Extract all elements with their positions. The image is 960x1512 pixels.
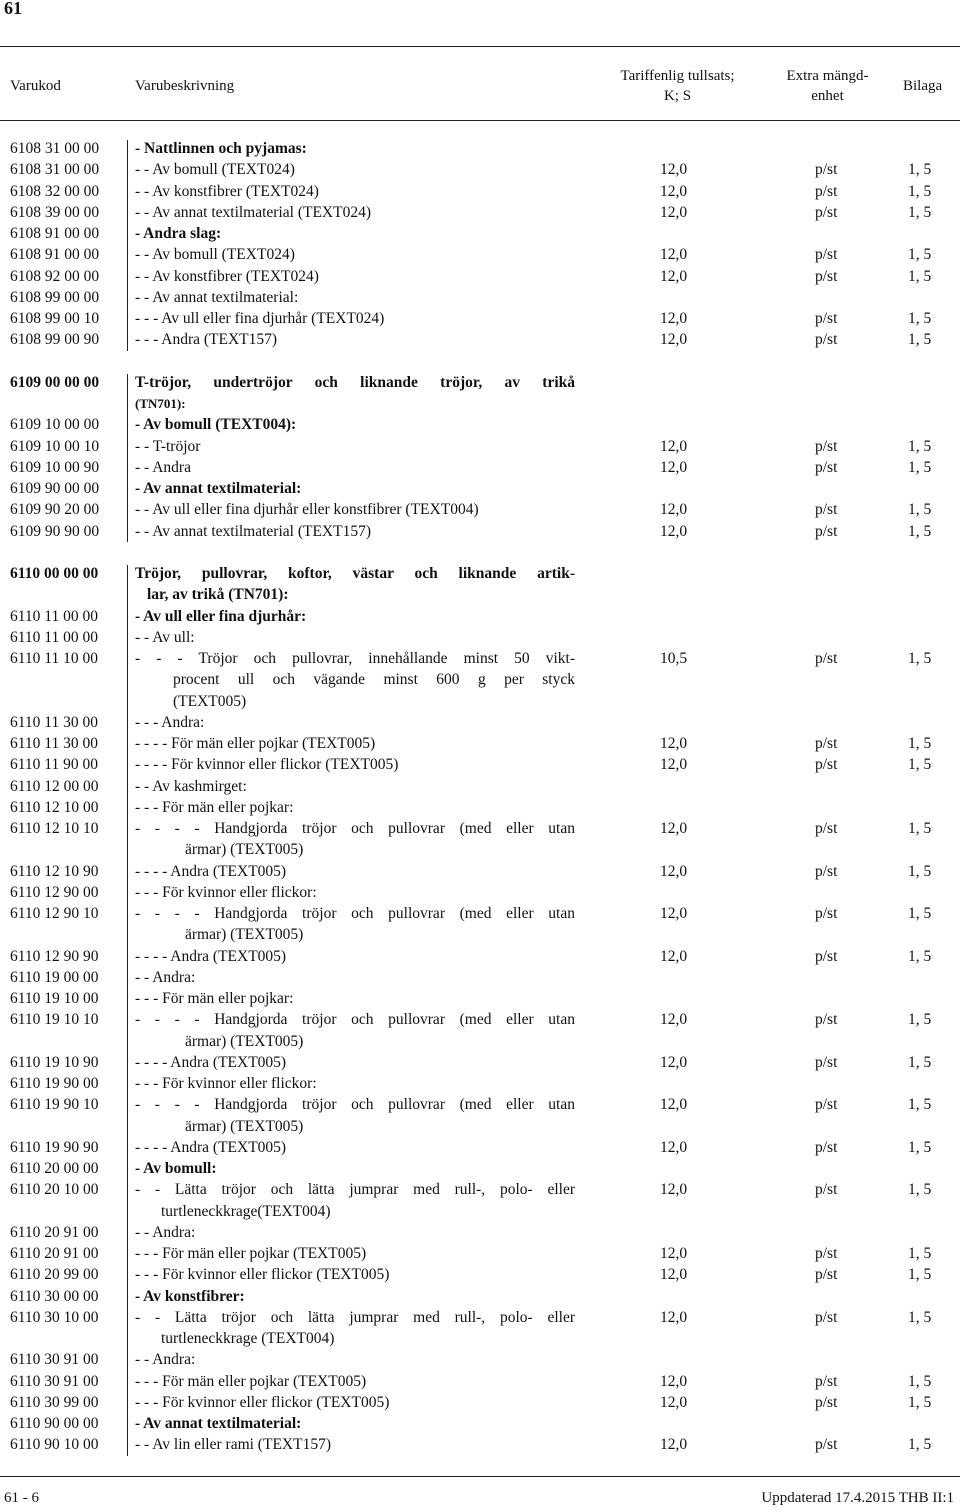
table-row <box>0 648 960 669</box>
row-unit: p/st <box>815 1245 838 1262</box>
row-tariff-rate: 12,0 <box>660 1011 688 1029</box>
table-row <box>0 1264 960 1285</box>
row-code: 6110 19 00 00 <box>10 968 99 986</box>
row-unit: p/st <box>815 501 838 519</box>
row-code: 6110 11 90 00 <box>10 756 98 774</box>
row-tariff-rate: 12,0 <box>660 182 688 200</box>
row-code: 6110 19 10 00 <box>10 990 99 1007</box>
page-number: 61 <box>4 0 22 18</box>
table-row <box>0 988 960 1009</box>
row-bilaga: 1, 5 <box>908 1011 932 1029</box>
row-description: - Av bomull (TEXT004): <box>135 416 297 434</box>
row-tariff-rate: 12,0 <box>660 1096 688 1114</box>
table-row <box>0 1349 960 1370</box>
row-tariff-rate: 12,0 <box>660 1436 688 1454</box>
table-row <box>0 606 960 627</box>
row-bilaga: 1, 5 <box>908 820 932 837</box>
row-unit: p/st <box>815 820 838 837</box>
column-divider <box>127 374 128 542</box>
column-divider <box>127 565 128 1456</box>
row-description: - Av annat textilmaterial: <box>135 1415 302 1432</box>
row-tariff-rate: 12,0 <box>660 1245 688 1262</box>
table-row <box>0 244 960 265</box>
row-code: 6110 90 10 00 <box>10 1436 99 1454</box>
column-divider <box>127 140 128 351</box>
row-unit: p/st <box>815 1372 838 1390</box>
row-unit: p/st <box>815 1393 838 1411</box>
table-row <box>0 1434 960 1455</box>
row-code: 6110 19 90 10 <box>10 1096 99 1114</box>
table-row <box>0 563 960 584</box>
row-description: - - Av ull eller fina djurhår eller konstfibrer (TEXT004) <box>135 501 479 519</box>
row-unit: p/st <box>815 310 838 327</box>
row-bilaga: 1, 5 <box>908 1393 932 1411</box>
row-unit: p/st <box>815 161 838 179</box>
row-bilaga: 1, 5 <box>908 1308 932 1326</box>
row-unit: p/st <box>815 735 838 752</box>
row-description: ärmar) (TEXT005) <box>185 1032 304 1050</box>
table-row <box>0 202 960 223</box>
table-row <box>0 1137 960 1158</box>
table-row <box>0 712 960 733</box>
table-row <box>0 457 960 478</box>
row-description: - - - - Handgjorda tröjor och pullovrar (med eller utan <box>135 1011 575 1029</box>
row-tariff-rate: 12,0 <box>660 1372 688 1390</box>
row-description: - - - För kvinnor eller flickor: <box>135 1075 317 1092</box>
table-row <box>0 329 960 350</box>
row-unit: p/st <box>815 522 838 540</box>
row-code: 6110 30 91 00 <box>10 1351 99 1369</box>
row-tariff-rate: 12,0 <box>660 437 688 455</box>
row-description: - - Andra: <box>135 1351 196 1369</box>
header-tullsats <box>610 66 745 106</box>
row-bilaga: 1, 5 <box>908 1053 932 1071</box>
row-code: 6108 99 00 10 <box>10 310 100 327</box>
row-unit: p/st <box>815 1011 838 1029</box>
row-description: (TN701): <box>135 396 186 411</box>
header-extra-line2: enhet <box>811 88 844 104</box>
table-row <box>0 754 960 775</box>
row-code: 6109 00 00 00 <box>10 373 100 391</box>
row-unit: p/st <box>815 1053 838 1071</box>
table-row <box>0 542 960 563</box>
row-description: - - - För män eller pojkar: <box>135 990 294 1007</box>
row-description: - - Av kashmirget: <box>135 777 247 795</box>
row-description: - - Andra: <box>135 1223 196 1241</box>
row-code: 6110 20 99 00 <box>10 1266 99 1284</box>
row-code: 6110 12 90 10 <box>10 905 99 922</box>
row-unit: p/st <box>815 650 838 667</box>
row-unit: p/st <box>815 1181 838 1199</box>
row-code: 6110 12 10 10 <box>10 820 99 837</box>
row-bilaga: 1, 5 <box>908 947 932 965</box>
table-row <box>0 1179 960 1200</box>
row-unit: p/st <box>815 331 838 349</box>
row-description: - - Av konstfibrer (TEXT024) <box>135 182 319 200</box>
row-code: 6109 90 20 00 <box>10 501 100 519</box>
row-unit: p/st <box>815 203 838 221</box>
row-code: 6108 99 00 00 <box>10 288 100 306</box>
row-tariff-rate: 12,0 <box>660 947 688 965</box>
row-code: 6110 12 10 90 <box>10 862 99 880</box>
row-bilaga: 1, 5 <box>908 310 932 327</box>
table-row <box>0 1392 960 1413</box>
header-varubeskrivning: Varubeskrivning <box>135 78 235 94</box>
row-description: - - Av annat textilmaterial: <box>135 288 299 306</box>
row-description: - - - - Handgjorda tröjor och pullovrar (med eller utan <box>135 820 575 837</box>
row-description: - Av bomull: <box>135 1160 217 1177</box>
row-tariff-rate: 12,0 <box>660 1138 688 1156</box>
table-row <box>0 1222 960 1243</box>
row-description: procent ull och vägande minst 600 g per styck <box>173 671 575 689</box>
row-unit: p/st <box>815 1266 838 1284</box>
row-bilaga: 1, 5 <box>908 161 932 179</box>
row-tariff-rate: 12,0 <box>660 1053 688 1071</box>
row-tariff-rate: 12,0 <box>660 756 688 774</box>
row-description: - Av annat textilmaterial: <box>135 480 302 497</box>
table-row <box>0 414 960 435</box>
row-tariff-rate: 12,0 <box>660 267 688 285</box>
row-description: - - Av bomull (TEXT024) <box>135 246 295 264</box>
row-description: turtleneckkrage(TEXT004) <box>161 1202 331 1220</box>
row-code: 6110 11 00 00 <box>10 628 98 646</box>
table-row <box>0 627 960 648</box>
row-code: 6109 10 00 90 <box>10 458 100 476</box>
row-description: - - Av annat textilmaterial (TEXT157) <box>135 522 372 540</box>
table-row <box>0 1116 960 1137</box>
row-code: 6110 19 90 00 <box>10 1075 99 1092</box>
row-description: - - Av bomull (TEXT024) <box>135 161 295 179</box>
table-row <box>0 372 960 393</box>
row-unit: p/st <box>815 182 838 200</box>
table-row <box>0 946 960 967</box>
row-bilaga: 1, 5 <box>908 756 932 774</box>
row-code: 6108 31 00 00 <box>10 140 100 157</box>
row-code: 6108 91 00 00 <box>10 225 100 242</box>
row-unit: p/st <box>815 1308 838 1326</box>
table-row <box>0 223 960 244</box>
row-code: 6108 39 00 00 <box>10 203 100 221</box>
row-bilaga: 1, 5 <box>908 522 932 540</box>
row-description: Tröjor, pullovrar, koftor, västar och liknande artik- <box>135 565 575 582</box>
header-tullsats-line1: Tariffenlig tullsats; <box>620 68 735 84</box>
row-code: 6110 30 10 00 <box>10 1308 99 1326</box>
row-tariff-rate: 12,0 <box>660 161 688 179</box>
row-code: 6109 90 90 00 <box>10 522 100 540</box>
table-row <box>0 903 960 924</box>
row-description: - - - För män eller pojkar: <box>135 798 294 816</box>
header-extra-line1: Extra mängd- <box>786 68 869 84</box>
row-tariff-rate: 12,0 <box>660 1308 688 1326</box>
row-tariff-rate: 12,0 <box>660 1181 688 1199</box>
row-code: 6110 12 00 00 <box>10 777 99 795</box>
row-description: - - Av ull: <box>135 628 195 646</box>
table-row <box>0 967 960 988</box>
row-tariff-rate: 12,0 <box>660 905 688 922</box>
row-code: 6110 00 00 00 <box>10 565 99 582</box>
table-row <box>0 839 960 860</box>
row-description: ärmar) (TEXT005) <box>185 926 304 944</box>
table-row <box>0 1286 960 1307</box>
table-row <box>0 138 960 159</box>
row-code: 6109 90 00 00 <box>10 480 100 497</box>
row-description: - Av konstfibrer: <box>135 1287 245 1305</box>
header-tullsats-line2: K; S <box>663 88 692 104</box>
row-code: 6110 11 00 00 <box>10 607 98 625</box>
table-row <box>0 1031 960 1052</box>
row-code: 6110 11 10 00 <box>10 650 98 667</box>
row-description: ärmar) (TEXT005) <box>185 1117 304 1135</box>
row-tariff-rate: 12,0 <box>660 203 688 221</box>
row-bilaga: 1, 5 <box>908 203 932 221</box>
table-row <box>0 393 960 414</box>
row-bilaga: 1, 5 <box>908 862 932 880</box>
table-row <box>0 1073 960 1094</box>
row-bilaga: 1, 5 <box>908 905 932 922</box>
row-tariff-rate: 12,0 <box>660 501 688 519</box>
table-row <box>0 1201 960 1222</box>
row-code: 6110 30 99 00 <box>10 1393 99 1411</box>
row-description: - - - För män eller pojkar (TEXT005) <box>135 1372 367 1390</box>
table-row <box>0 181 960 202</box>
row-unit: p/st <box>815 947 838 965</box>
row-bilaga: 1, 5 <box>908 735 932 752</box>
row-code: 6110 90 00 00 <box>10 1415 99 1432</box>
row-unit: p/st <box>815 756 838 774</box>
row-unit: p/st <box>815 267 838 285</box>
table-row <box>0 1328 960 1349</box>
top-rule <box>0 46 960 47</box>
row-bilaga: 1, 5 <box>908 501 932 519</box>
row-bilaga: 1, 5 <box>908 1372 932 1390</box>
row-code: 6110 20 10 00 <box>10 1181 99 1199</box>
table-row <box>0 924 960 945</box>
table-row <box>0 287 960 308</box>
row-bilaga: 1, 5 <box>908 650 932 667</box>
row-bilaga: 1, 5 <box>908 1245 932 1262</box>
row-unit: p/st <box>815 1138 838 1156</box>
row-code: 6110 11 30 00 <box>10 713 98 731</box>
row-code: 6110 20 91 00 <box>10 1245 99 1262</box>
row-description: ärmar) (TEXT005) <box>185 841 304 859</box>
table-row <box>0 521 960 542</box>
row-unit: p/st <box>815 1096 838 1114</box>
row-code: 6110 19 90 90 <box>10 1138 99 1156</box>
row-description: - - - För män eller pojkar (TEXT005) <box>135 1245 367 1262</box>
row-description: - - - - Handgjorda tröjor och pullovrar (med eller utan <box>135 905 575 922</box>
table-row <box>0 1094 960 1115</box>
header-extra <box>775 66 880 106</box>
row-unit: p/st <box>815 458 838 476</box>
table-row <box>0 1371 960 1392</box>
row-tariff-rate: 12,0 <box>660 331 688 349</box>
table-row <box>0 1413 960 1434</box>
row-description: - - T-tröjor <box>135 437 201 455</box>
table-row <box>0 159 960 180</box>
table-row <box>0 1009 960 1030</box>
row-unit: p/st <box>815 862 838 880</box>
row-code: 6110 11 30 00 <box>10 735 98 752</box>
row-description: - - - För kvinnor eller flickor (TEXT005) <box>135 1266 390 1284</box>
table-row <box>0 584 960 605</box>
row-code: 6110 19 10 10 <box>10 1011 99 1029</box>
row-bilaga: 1, 5 <box>908 1266 932 1284</box>
row-code: 6110 30 00 00 <box>10 1287 99 1305</box>
row-tariff-rate: 12,0 <box>660 310 688 327</box>
row-unit: p/st <box>815 1436 838 1454</box>
row-description: (TEXT005) <box>173 692 247 710</box>
row-code: 6110 30 91 00 <box>10 1372 99 1390</box>
row-description: - - Av konstfibrer (TEXT024) <box>135 267 319 285</box>
row-code: 6110 19 10 90 <box>10 1053 99 1071</box>
bottom-rule <box>0 1476 960 1477</box>
row-description: - - - För kvinnor eller flickor: <box>135 883 317 901</box>
row-bilaga: 1, 5 <box>908 1181 932 1199</box>
row-description: - - - - För kvinnor eller flickor (TEXT005) <box>135 756 399 774</box>
row-code: 6108 99 00 90 <box>10 331 100 349</box>
row-tariff-rate: 12,0 <box>660 246 688 264</box>
row-tariff-rate: 12,0 <box>660 862 688 880</box>
row-tariff-rate: 12,0 <box>660 458 688 476</box>
row-description: - - - - Andra (TEXT005) <box>135 862 287 880</box>
row-description: - Nattlinnen och pyjamas: <box>135 140 307 157</box>
table-row <box>0 861 960 882</box>
table-row <box>0 351 960 372</box>
row-tariff-rate: 12,0 <box>660 820 688 837</box>
row-description: - - - - Andra (TEXT005) <box>135 1053 287 1071</box>
row-unit: p/st <box>815 905 838 922</box>
header-bilaga: Bilaga <box>903 78 943 94</box>
row-description: - - Lätta tröjor och lätta jumprar med rull-, polo- eller <box>135 1181 575 1199</box>
table-row <box>0 266 960 287</box>
row-bilaga: 1, 5 <box>908 458 932 476</box>
table-row <box>0 1052 960 1073</box>
row-tariff-rate: 10,5 <box>660 650 688 667</box>
header-rule <box>0 120 960 121</box>
row-description: turtleneckkrage (TEXT004) <box>161 1330 335 1347</box>
row-code: 6108 32 00 00 <box>10 182 100 200</box>
table-row <box>0 776 960 797</box>
table-row <box>0 797 960 818</box>
row-description: - - - - För män eller pojkar (TEXT005) <box>135 735 376 752</box>
table-row <box>0 1243 960 1264</box>
row-tariff-rate: 12,0 <box>660 1393 688 1411</box>
table-row <box>0 478 960 499</box>
row-description: - - Av lin eller rami (TEXT157) <box>135 1436 331 1454</box>
table-row <box>0 669 960 690</box>
table-row <box>0 308 960 329</box>
row-code: 6110 12 10 00 <box>10 798 99 816</box>
table-row <box>0 691 960 712</box>
row-description: - - - Andra: <box>135 713 205 731</box>
table-row <box>0 1307 960 1328</box>
row-tariff-rate: 12,0 <box>660 522 688 540</box>
row-bilaga: 1, 5 <box>908 1138 932 1156</box>
row-description: - - - Tröjor och pullovrar, innehållande minst 50 vikt- <box>135 650 575 667</box>
row-description: - - Av annat textilmaterial (TEXT024) <box>135 203 372 221</box>
row-description: lar, av trikå (TN701): <box>147 586 289 604</box>
row-code: 6110 12 90 00 <box>10 883 99 901</box>
row-description: - - - Andra (TEXT157) <box>135 331 278 349</box>
row-description: - - - - Andra (TEXT005) <box>135 947 287 965</box>
row-description: - Andra slag: <box>135 225 222 242</box>
row-bilaga: 1, 5 <box>908 182 932 200</box>
row-bilaga: 1, 5 <box>908 1436 932 1454</box>
row-code: 6108 91 00 00 <box>10 246 100 264</box>
row-bilaga: 1, 5 <box>908 267 932 285</box>
row-description: - - - För kvinnor eller flickor (TEXT005) <box>135 1393 390 1411</box>
row-description: - - Andra <box>135 458 191 476</box>
row-description: - Av ull eller fina djurhår: <box>135 607 307 625</box>
row-tariff-rate: 12,0 <box>660 735 688 752</box>
row-bilaga: 1, 5 <box>908 437 932 455</box>
row-bilaga: 1, 5 <box>908 331 932 349</box>
table-row <box>0 733 960 754</box>
row-description: - - - - Andra (TEXT005) <box>135 1138 287 1156</box>
row-tariff-rate: 12,0 <box>660 1266 688 1284</box>
row-code: 6108 92 00 00 <box>10 267 100 285</box>
row-description: - - - Av ull eller fina djurhår (TEXT024) <box>135 310 385 327</box>
table-row <box>0 818 960 839</box>
row-code: 6109 10 00 10 <box>10 437 100 455</box>
table-row <box>0 436 960 457</box>
row-code: 6109 10 00 00 <box>10 416 100 434</box>
row-code: 6110 20 00 00 <box>10 1160 99 1177</box>
footer-page: 61 - 6 <box>4 1490 39 1506</box>
row-unit: p/st <box>815 437 838 455</box>
row-code: 6110 12 90 90 <box>10 947 99 965</box>
row-bilaga: 1, 5 <box>908 1096 932 1114</box>
row-description: - - Lätta tröjor och lätta jumprar med rull-, polo- eller <box>135 1308 575 1326</box>
footer-updated: Uppdaterad 17.4.2015 THB II:1 <box>761 1490 954 1506</box>
header-varukod: Varukod <box>10 78 61 94</box>
row-description: - - Andra: <box>135 968 196 986</box>
row-unit: p/st <box>815 246 838 264</box>
row-bilaga: 1, 5 <box>908 246 932 264</box>
row-code: 6108 31 00 00 <box>10 161 100 179</box>
row-description: - - - - Handgjorda tröjor och pullovrar (med eller utan <box>135 1096 575 1114</box>
table-row <box>0 882 960 903</box>
table-row <box>0 1158 960 1179</box>
table-row <box>0 499 960 520</box>
row-code: 6110 20 91 00 <box>10 1223 99 1241</box>
row-description: T-tröjor, undertröjor och liknande tröjor, av trikå <box>135 373 575 391</box>
